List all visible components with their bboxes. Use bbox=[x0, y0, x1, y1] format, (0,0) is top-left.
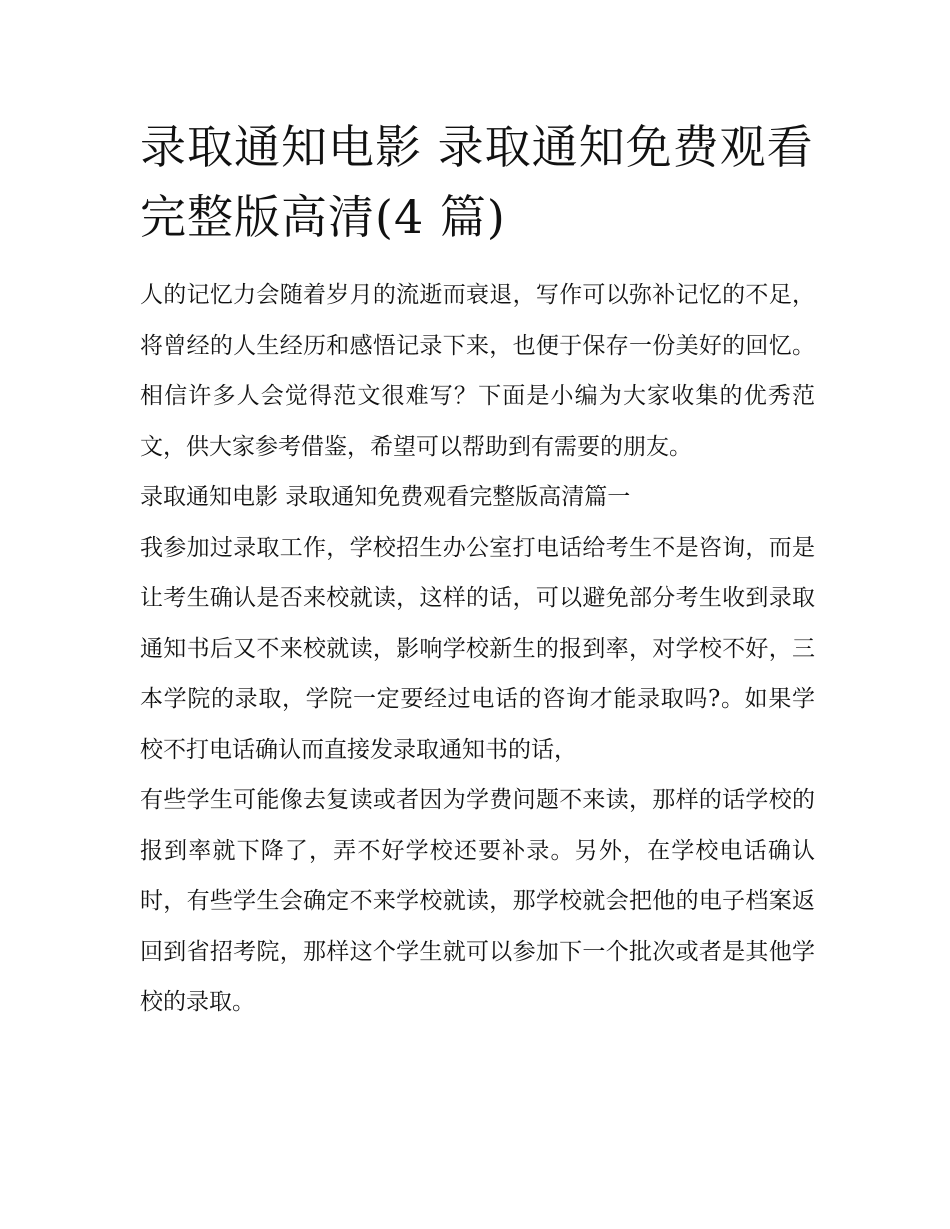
body-paragraph-1: 我参加过录取工作，学校招生办公室打电话给考生不是咨询，而是让考生确认是否来校就读，这样的话，可以避免部分考生收到录取通知书后又不来校就读，影响学校新生的报到率，对学校不好，三本学院的录取，学院一定要经过电话的咨询才能录取吗?。如果学校不打电话确认而直接发录取通知书的话， bbox=[140, 534, 815, 763]
intro-paragraph: 人的记忆力会随着岁月的流逝而衰退，写作可以弥补记忆的不足，将曾经的人生经历和感悟记录下来，也便于保存一份美好的回忆。相信许多人会觉得范文很难写？下面是小编为大家收集的优秀范文，供大家参考借鉴，希望可以帮助到有需要的朋友。 bbox=[140, 282, 815, 460]
document-title: 录取通知电影 录取通知免费观看完整版高清(4 篇) bbox=[140, 120, 814, 244]
section-heading: 录取通知电影 录取通知免费观看完整版高清篇一 bbox=[140, 484, 631, 510]
document-page bbox=[140, 112, 815, 1028]
body-paragraph-2: 有些学生可能像去复读或者因为学费问题不来读，那样的话学校的报到率就下降了，弄不好学校还要补录。另外，在学校电话确认时，有些学生会确定不来学校就读，那学校就会把他的电子档案返回到省招考院，那样这个学生就可以参加下一个批次或者是其他学校的录取。 bbox=[140, 787, 815, 1015]
